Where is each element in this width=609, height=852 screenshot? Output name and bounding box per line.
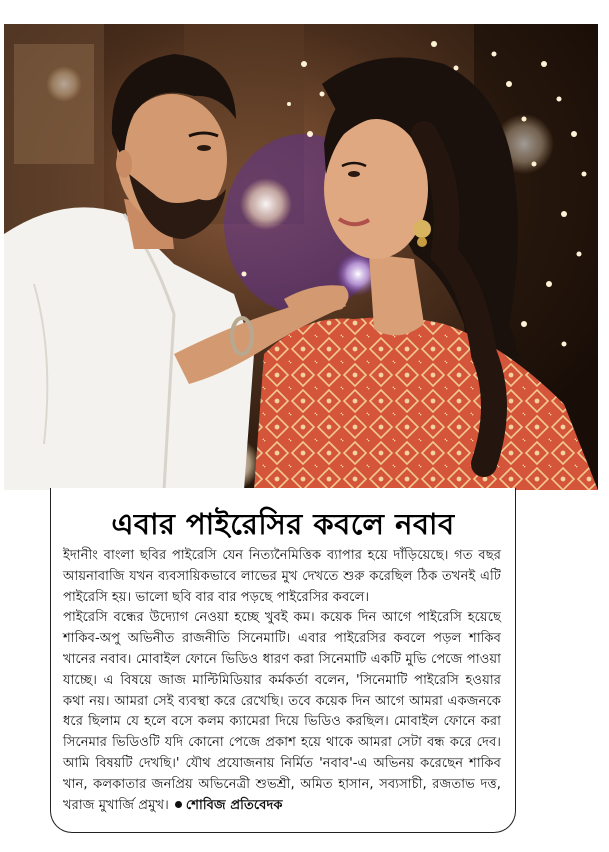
article-byline: শোবিজ প্রতিবেদক (185, 797, 283, 813)
movie-still-photo (4, 24, 598, 490)
article-body (63, 546, 501, 816)
article-paragraph-2-text: পাইরেসি বন্ধের উদ্যোগ নেওয়া হচ্ছে খুবই কম। কয়েক দিন আগে পাইরেসি হয়েছে শাকিব-অপু অভিনীত রাজনীতি সিনেমাটি। এবার পাইরেসির কবলে পড়ল শাকিব খানের নবাব। মোবাইল ফোনে ভিডিও ধারণ করা সিনেমাটি একটি মুভি পেজে পাওয়া যাচ্ছে। এ বিষয়ে জাজ মাল্টিমিডিয়ার কর্মকর্তা বলেন, 'সিনেমাটি পাইরেসি হওয়ার কথা নয়। আমরা সেই ব্যবস্থা করে রেখেছি। তবে কয়েক দিন আগে আমরা একজনকে ধরে ছিলাম যে হলে বসে কলম ক্যামেরা দিয়ে ভিডিও করছিল। মোবাইল ফোনে করা সিনেমার ভিডিওটি যদি কোনো পেজে প্রকাশ হয়ে থাকে আমরা সেটা বন্ধ করে দেব। আমি বিষয়টি দেখছি।' যৌথ প্রযোজনায় নির্মিত 'নবাব'-এ অভিনয় করেছেন শাকিব খান, কলকাতার জনপ্রিয় অভিনেত্রী শুভশ্রী, অমিত হাসান, সব্যসাচী, রজতাভ দত্ত, খরাজ মুখার্জি প্রমুখ। (63, 610, 501, 813)
article-headline: এবার পাইরেসির কবলে নবাব (111, 507, 455, 541)
byline-bullet-icon (175, 801, 182, 808)
article-paragraph-1: ইদানীং বাংলা ছবির পাইরেসি যেন নিত্যনৈমিত্তিক ব্যাপার হয়ে দাঁড়িয়েছে। গত বছর আয়নাবাজি যখন ব্যবসায়িকভাবে লাভের মুখ দেখতে শুরু করেছিল ঠিক তখনই এটি পাইরেসি হয়। ভালো ছবি বার বার পড়ছে পাইরেসির কবলে। (63, 548, 501, 605)
article-card (50, 488, 516, 833)
article-paragraph-2 (63, 608, 501, 816)
